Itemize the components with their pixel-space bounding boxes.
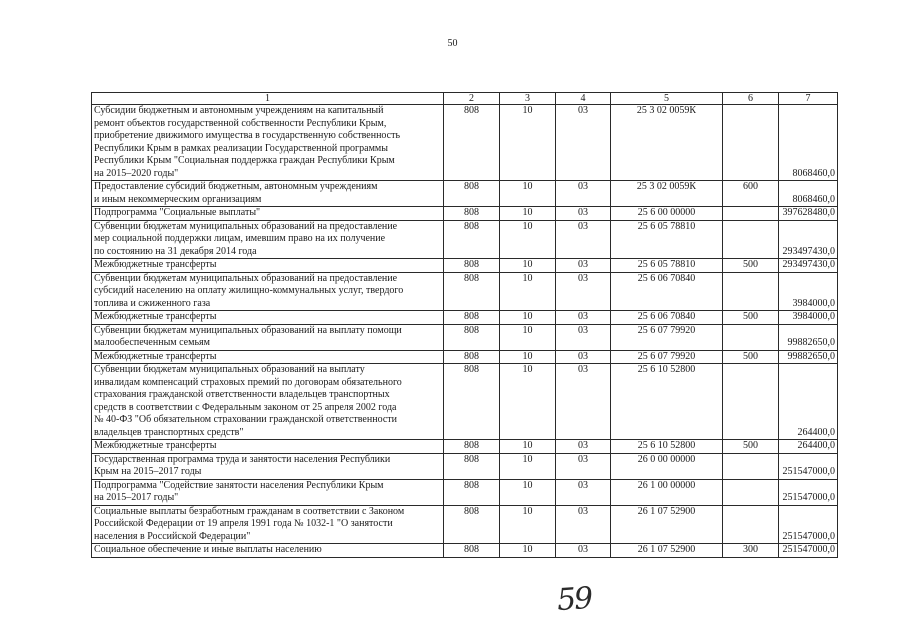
amount: 397628480,0 bbox=[779, 207, 838, 221]
row-description: Субсидии бюджетным и автономным учреждениям на капитальный ремонт объектов государственной собственности Республики Крым, приобретение движимого имущества в государственную собственность Республики Крым в рамках реализации Государственной программы Республики Крым "Социальная поддержка граждан Республики Крым на 2015–2020 годы" bbox=[92, 105, 444, 181]
column-header: 7 bbox=[779, 93, 838, 105]
amount: 8068460,0 bbox=[779, 105, 838, 181]
code-target-article: 25 6 00 00000 bbox=[611, 207, 723, 221]
row-description: Межбюджетные трансферты bbox=[92, 350, 444, 364]
code-target-article: 25 6 05 78810 bbox=[611, 220, 723, 259]
code-ministry: 808 bbox=[444, 350, 500, 364]
code-subsection: 03 bbox=[556, 181, 611, 207]
code-target-article: 25 3 02 0059К bbox=[611, 181, 723, 207]
table-row bbox=[92, 350, 838, 364]
code-ministry: 808 bbox=[444, 272, 500, 311]
row-description: Межбюджетные трансферты bbox=[92, 259, 444, 273]
code-target-article: 26 1 00 00000 bbox=[611, 479, 723, 505]
row-description: Межбюджетные трансферты bbox=[92, 440, 444, 454]
code-ministry: 808 bbox=[444, 181, 500, 207]
code-subsection: 03 bbox=[556, 259, 611, 273]
column-header: 2 bbox=[444, 93, 500, 105]
row-description: Социальное обеспечение и иные выплаты населению bbox=[92, 544, 444, 558]
code-subsection: 03 bbox=[556, 440, 611, 454]
code-target-article: 26 1 07 52900 bbox=[611, 544, 723, 558]
table-row bbox=[92, 207, 838, 221]
code-section: 10 bbox=[500, 324, 556, 350]
code-subsection: 03 bbox=[556, 220, 611, 259]
amount: 264400,0 bbox=[779, 440, 838, 454]
amount: 293497430,0 bbox=[779, 259, 838, 273]
code-ministry: 808 bbox=[444, 259, 500, 273]
code-ministry: 808 bbox=[444, 364, 500, 440]
table-header-row bbox=[92, 93, 838, 105]
amount: 8068460,0 bbox=[779, 181, 838, 207]
code-subsection: 03 bbox=[556, 324, 611, 350]
code-section: 10 bbox=[500, 259, 556, 273]
code-target-article: 25 6 07 79920 bbox=[611, 350, 723, 364]
code-section: 10 bbox=[500, 220, 556, 259]
code-expense-type: 300 bbox=[723, 544, 779, 558]
code-subsection: 03 bbox=[556, 105, 611, 181]
amount: 3984000,0 bbox=[779, 311, 838, 325]
code-subsection: 03 bbox=[556, 272, 611, 311]
amount: 251547000,0 bbox=[779, 479, 838, 505]
code-subsection: 03 bbox=[556, 364, 611, 440]
code-expense-type bbox=[723, 364, 779, 440]
column-header: 3 bbox=[500, 93, 556, 105]
table-row bbox=[92, 105, 838, 181]
page-number: 50 bbox=[447, 38, 458, 49]
code-expense-type: 500 bbox=[723, 259, 779, 273]
code-expense-type bbox=[723, 453, 779, 479]
amount: 99882650,0 bbox=[779, 350, 838, 364]
code-section: 10 bbox=[500, 181, 556, 207]
handwritten-page-mark: 59 bbox=[555, 580, 593, 619]
row-description: Государственная программа труда и занятости населения Республики Крым на 2015–2017 годы bbox=[92, 453, 444, 479]
amount: 251547000,0 bbox=[779, 505, 838, 544]
code-target-article: 25 6 06 70840 bbox=[611, 311, 723, 325]
row-description: Субвенции бюджетам муниципальных образований на выплату помощи малообеспеченным семьям bbox=[92, 324, 444, 350]
code-subsection: 03 bbox=[556, 505, 611, 544]
code-expense-type bbox=[723, 220, 779, 259]
code-ministry: 808 bbox=[444, 311, 500, 325]
code-expense-type: 500 bbox=[723, 311, 779, 325]
code-section: 10 bbox=[500, 272, 556, 311]
code-expense-type bbox=[723, 505, 779, 544]
row-description: Социальные выплаты безработным гражданам в соответствии с Законом Российской Федерации от 19 апреля 1991 года № 1032-1 "О занятости населения в Российской Федерации" bbox=[92, 505, 444, 544]
code-target-article: 25 6 10 52800 bbox=[611, 440, 723, 454]
column-header: 4 bbox=[556, 93, 611, 105]
row-description: Подпрограмма "Социальные выплаты" bbox=[92, 207, 444, 221]
code-ministry: 808 bbox=[444, 105, 500, 181]
column-header: 5 bbox=[611, 93, 723, 105]
table-row bbox=[92, 364, 838, 440]
code-section: 10 bbox=[500, 505, 556, 544]
table-row bbox=[92, 479, 838, 505]
code-target-article: 25 6 07 79920 bbox=[611, 324, 723, 350]
code-expense-type: 500 bbox=[723, 440, 779, 454]
code-section: 10 bbox=[500, 544, 556, 558]
table-row bbox=[92, 272, 838, 311]
amount: 293497430,0 bbox=[779, 220, 838, 259]
code-target-article: 25 3 02 0059К bbox=[611, 105, 723, 181]
code-subsection: 03 bbox=[556, 207, 611, 221]
code-ministry: 808 bbox=[444, 505, 500, 544]
code-section: 10 bbox=[500, 207, 556, 221]
table-row bbox=[92, 311, 838, 325]
code-expense-type bbox=[723, 479, 779, 505]
code-section: 10 bbox=[500, 364, 556, 440]
code-ministry: 808 bbox=[444, 440, 500, 454]
code-section: 10 bbox=[500, 479, 556, 505]
column-header: 1 bbox=[92, 93, 444, 105]
code-expense-type: 600 bbox=[723, 181, 779, 207]
code-expense-type bbox=[723, 324, 779, 350]
row-description: Субвенции бюджетам муниципальных образований на предоставление субсидий населению на оплату жилищно-коммунальных услуг, твердого топлива и сжиженного газа bbox=[92, 272, 444, 311]
code-target-article: 26 1 07 52900 bbox=[611, 505, 723, 544]
amount: 251547000,0 bbox=[779, 453, 838, 479]
amount: 99882650,0 bbox=[779, 324, 838, 350]
row-description: Межбюджетные трансферты bbox=[92, 311, 444, 325]
code-subsection: 03 bbox=[556, 350, 611, 364]
code-subsection: 03 bbox=[556, 544, 611, 558]
row-description: Предоставление субсидий бюджетным, автономным учреждениям и иным некоммерческим организациям bbox=[92, 181, 444, 207]
table-row bbox=[92, 453, 838, 479]
code-section: 10 bbox=[500, 440, 556, 454]
code-target-article: 25 6 06 70840 bbox=[611, 272, 723, 311]
table-row bbox=[92, 259, 838, 273]
row-description: Подпрограмма "Содействие занятости населения Республики Крым на 2015–2017 годы" bbox=[92, 479, 444, 505]
table-row bbox=[92, 544, 838, 558]
code-expense-type bbox=[723, 105, 779, 181]
code-expense-type: 500 bbox=[723, 350, 779, 364]
code-target-article: 25 6 05 78810 bbox=[611, 259, 723, 273]
code-section: 10 bbox=[500, 105, 556, 181]
code-ministry: 808 bbox=[444, 324, 500, 350]
code-expense-type bbox=[723, 272, 779, 311]
code-expense-type bbox=[723, 207, 779, 221]
code-subsection: 03 bbox=[556, 311, 611, 325]
amount: 251547000,0 bbox=[779, 544, 838, 558]
table-row bbox=[92, 440, 838, 454]
code-section: 10 bbox=[500, 350, 556, 364]
code-subsection: 03 bbox=[556, 453, 611, 479]
code-ministry: 808 bbox=[444, 453, 500, 479]
budget-table bbox=[91, 92, 838, 558]
row-description: Субвенции бюджетам муниципальных образований на выплату инвалидам компенсаций страховых премий по договорам обязательного страхования гражданской ответственности владельцев транспортных средств в соответствии с Федеральным законом от 25 апреля 2002 года № 40-ФЗ "Об обязательном страховании гражданской ответственности владельцев транспортных средств" bbox=[92, 364, 444, 440]
code-target-article: 26 0 00 00000 bbox=[611, 453, 723, 479]
code-ministry: 808 bbox=[444, 207, 500, 221]
amount: 264400,0 bbox=[779, 364, 838, 440]
row-description: Субвенции бюджетам муниципальных образований на предоставление мер социальной поддержки лицам, имевшим право на их получение по состоянию на 31 декабря 2014 года bbox=[92, 220, 444, 259]
amount: 3984000,0 bbox=[779, 272, 838, 311]
code-subsection: 03 bbox=[556, 479, 611, 505]
table-row bbox=[92, 324, 838, 350]
code-ministry: 808 bbox=[444, 544, 500, 558]
code-section: 10 bbox=[500, 453, 556, 479]
table-row bbox=[92, 181, 838, 207]
code-ministry: 808 bbox=[444, 479, 500, 505]
column-header: 6 bbox=[723, 93, 779, 105]
table-row bbox=[92, 505, 838, 544]
table-row bbox=[92, 220, 838, 259]
code-ministry: 808 bbox=[444, 220, 500, 259]
code-target-article: 25 6 10 52800 bbox=[611, 364, 723, 440]
code-section: 10 bbox=[500, 311, 556, 325]
